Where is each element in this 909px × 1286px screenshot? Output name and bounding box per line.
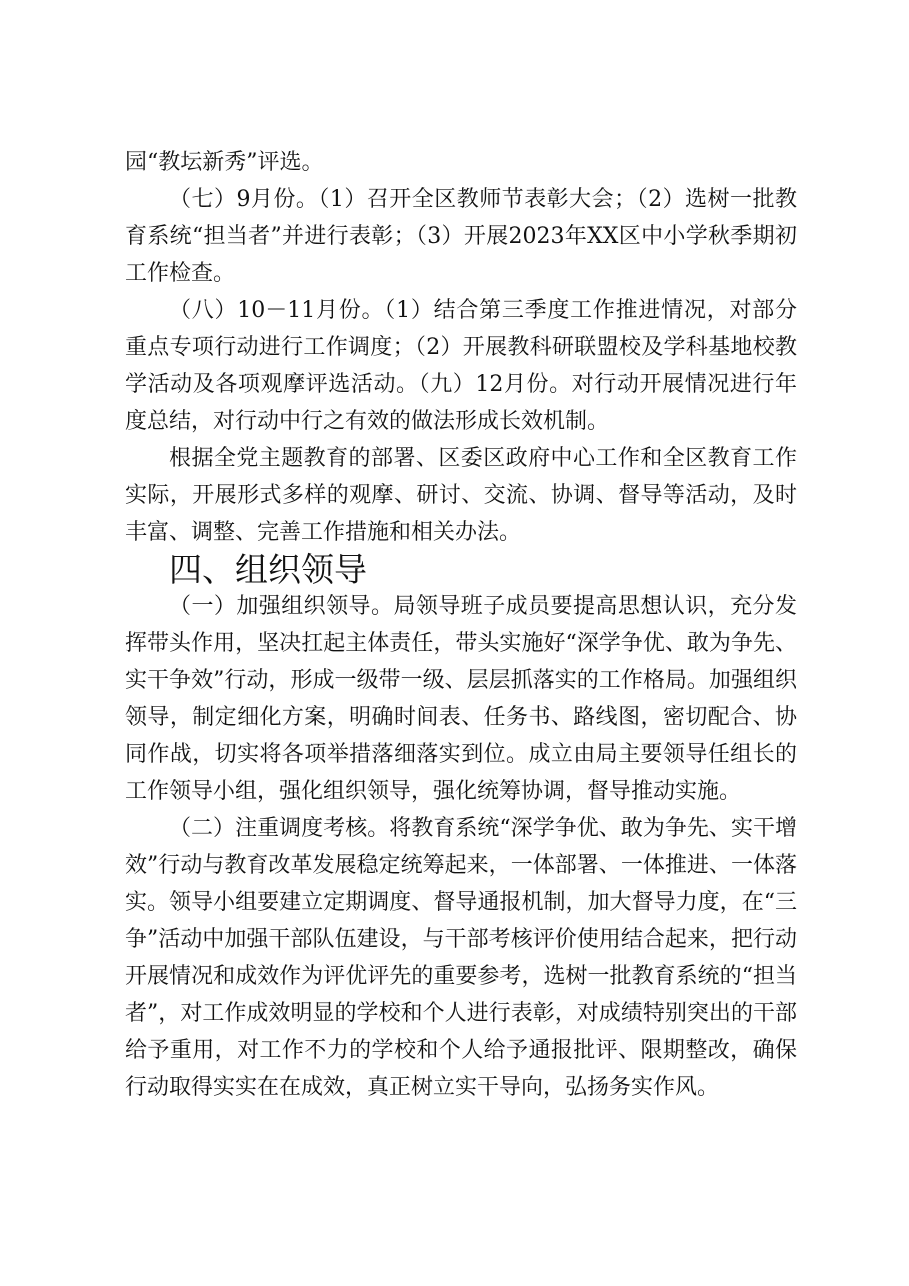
paragraph-continuation: 园“教坛新秀”评选。 [125, 150, 324, 175]
paragraph-assessment: （二）注重调度考核。将教育系统“深学争优、敢为争先、实干增效”行动与教育改革发展稳定统筹起来，一体部署、一体推进、一体落实。领导小组要建立定期调度、督导通报机制，加大督导力度，在“三争”活动中加强干部队伍建设，与干部考核评价使用结合起来，把行动开展情况和成效作为评优评先的重要参考，选树一批教育系统的“担当者”，对工作成效明显的学校和个人进行表彰，对成绩特别突出的干部给予重用，对工作不力的学校和个人给予通报批评、限期整改，确保行动取得实实在在成效，真正树立实干导向，弘扬务实作风。 [125, 816, 797, 1100]
document-body [125, 144, 797, 1106]
paragraph-activities: 根据全党主题教育的部署、区委区政府中心工作和全区教育工作实际，开展形式多样的观摩、研讨、交流、协调、督导等活动，及时丰富、调整、完善工作措施和相关办法。 [125, 446, 797, 545]
paragraph-september: （七）9月份。（1）召开全区教师节表彰大会；（2）选树一批教育系统“担当者”并进行表彰；（3）开展2023年XX区中小学秋季期初工作检查。 [125, 187, 797, 286]
paragraph-strengthen-leadership: （一）加强组织领导。局领导班子成员要提高思想认识，充分发挥带头作用，坚决扛起主体责任，带头实施好“深学争优、敢为争先、实干争效”行动，形成一级带一级、层层抓落实的工作格局。加强组织领导，制定细化方案，明确时间表、任务书、路线图，密切配合、协同作战，切实将各项举措落细落实到位。成立由局主要领导任组长的工作领导小组，强化组织领导，强化统筹协调，督导推动实施。 [125, 594, 797, 804]
section-heading-organization: 四、组织领导 [169, 550, 367, 589]
paragraph-october-november-december: （八）10－11月份。（1）结合第三季度工作推进情况，对部分重点专项行动进行工作调度；（2）开展教科研联盟校及学科基地校教学活动及各项观摩评选活动。（九）12月份。对行动开展情况进行年度总结，对行动中行之有效的做法形成长效机制。 [125, 298, 797, 434]
